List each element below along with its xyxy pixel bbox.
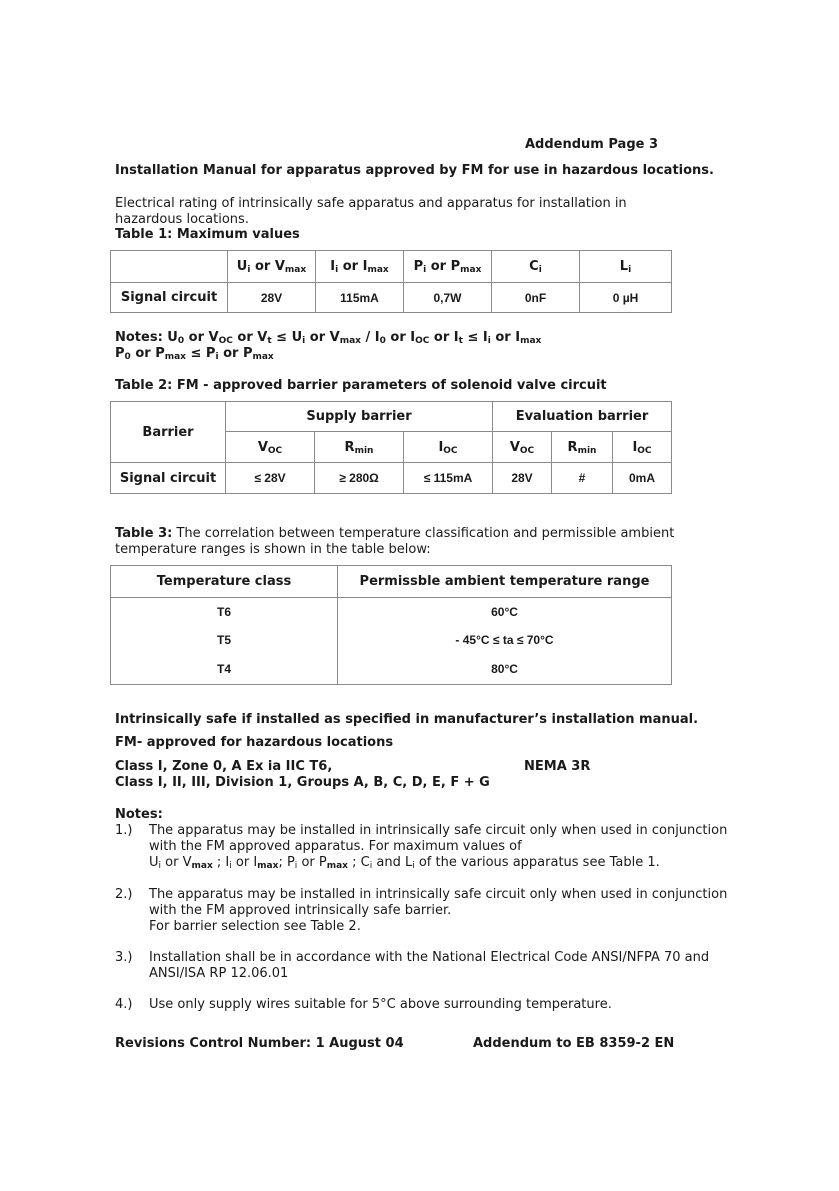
intrinsic-safe-line: Intrinsically safe if installed as specified in manufacturer’s installation manual. [115,712,699,727]
table1-cell: 0 µH [580,283,672,313]
note-text [149,887,727,935]
footer-addendum: Addendum to EB 8359-2 EN [473,1036,675,1051]
table1-cell: 115mA [316,283,404,313]
table3-caption-text: The correlation between temperature classification and permissible ambient temperature ranges is shown in the table below: [115,526,675,557]
note-number: 1.) [115,823,133,838]
note-number: 3.) [115,950,133,965]
note-line: The apparatus may be installed in intrinsically safe circuit only when used in conjunction [149,887,728,902]
table2-cell: ≤ 115mA [404,463,493,494]
table1-header-li: Li [580,251,672,283]
table2-subheader: Rmin [315,432,404,463]
table3-caption-label: Table 3: [115,526,173,541]
table1-header-empty [111,251,228,283]
table2-row-label: Signal circuit [111,463,226,494]
note-line: For barrier selection see Table 2. [149,919,361,934]
note-line: with the FM approved apparatus. For maximum values of [149,839,522,854]
table2-cell: # [552,463,613,494]
fm-approved-line: FM- approved for hazardous locations [115,735,394,750]
table3-header-range: Permissble ambient temperature range [338,566,672,598]
notes-formula-2: P0 or Pmax ≤ Pi or Pmax [115,346,274,362]
class-line-1: Class I, Zone 0, A Ex ia IIC T6, [115,759,333,774]
table3-range-cell: 60°C [338,598,672,627]
nema-rating: NEMA 3R [524,759,591,774]
table2-cell: 28V [493,463,552,494]
note-text [149,950,709,982]
table3-class-cell: T6 [111,598,338,627]
table1-cell: 28V [228,283,316,313]
table2-supply-label: Supply barrier [226,402,493,432]
table1-cell: 0nF [492,283,580,313]
table2-barrier-label: Barrier [111,402,226,463]
note-line: ANSI/ISA RP 12.06.01 [149,966,289,981]
table3-class-cell: T5 [111,626,338,654]
note-text [149,823,727,872]
table1-header-ci: Ci [492,251,580,283]
table1-header-pi: Pi or Pmax [404,251,492,283]
table1-header-ui: Ui or Vmax [228,251,316,283]
table3-caption [115,526,675,558]
note-line: Use only supply wires suitable for 5°C above surrounding temperature. [149,997,612,1012]
table1-caption: Table 1: Maximum values [115,227,300,242]
table2-cell: ≥ 280Ω [315,463,404,494]
table1-header-ii: Ii or Imax [316,251,404,283]
note-line: The apparatus may be installed in intrinsically safe circuit only when used in conjunction [149,823,728,838]
table2-subheader: VOC [493,432,552,463]
notes-formula-1: Notes: U0 or VOC or Vt ≤ Ui or Vmax / I0 or IOC or It ≤ Ii or Imax [115,330,542,346]
table2-caption: Table 2: FM - approved barrier parameters of solenoid valve circuit [115,378,607,393]
table3-class-cell: T4 [111,654,338,685]
table3 [110,565,672,685]
table2-cell: 0mA [613,463,672,494]
table2-evaluation-label: Evaluation barrier [493,402,672,432]
document-title: Installation Manual for apparatus approved by FM for use in hazardous locations. [115,163,714,178]
table1 [110,250,672,313]
table2-subheader: VOC [226,432,315,463]
table3-range-cell: 80°C [338,654,672,685]
note-line: Ui or Vmax ; Ii or Imax; Pi or Pmax ; Ci and Li of the various apparatus see Table 1. [149,855,660,871]
table1-row-label: Signal circuit [111,283,228,313]
note-number: 2.) [115,887,133,902]
page-label: Addendum Page 3 [525,137,659,152]
note-line: Installation shall be in accordance with the National Electrical Code ANSI/NFPA 70 and [149,950,710,965]
table3-range-cell: - 45°C ≤ ta ≤ 70°C [338,626,672,654]
table2 [110,401,672,494]
table1-cell: 0,7W [404,283,492,313]
table2-subheader: IOC [404,432,493,463]
table2-subheader: IOC [613,432,672,463]
table2-cell: ≤ 28V [226,463,315,494]
table3-header-class: Temperature class [111,566,338,598]
note-number: 4.) [115,997,133,1012]
table2-subheader: Rmin [552,432,613,463]
footer-revision: Revisions Control Number: 1 August 04 [115,1036,404,1051]
class-line-2: Class I, II, III, Division 1, Groups A, B, C, D, E, F + G [115,775,490,790]
note-line: with the FM approved intrinsically safe barrier. [149,903,452,918]
note-text [149,997,612,1013]
notes-heading: Notes: [115,807,163,822]
intro-text: Electrical rating of intrinsically safe apparatus and apparatus for installation in hazardous locations. [115,196,627,227]
